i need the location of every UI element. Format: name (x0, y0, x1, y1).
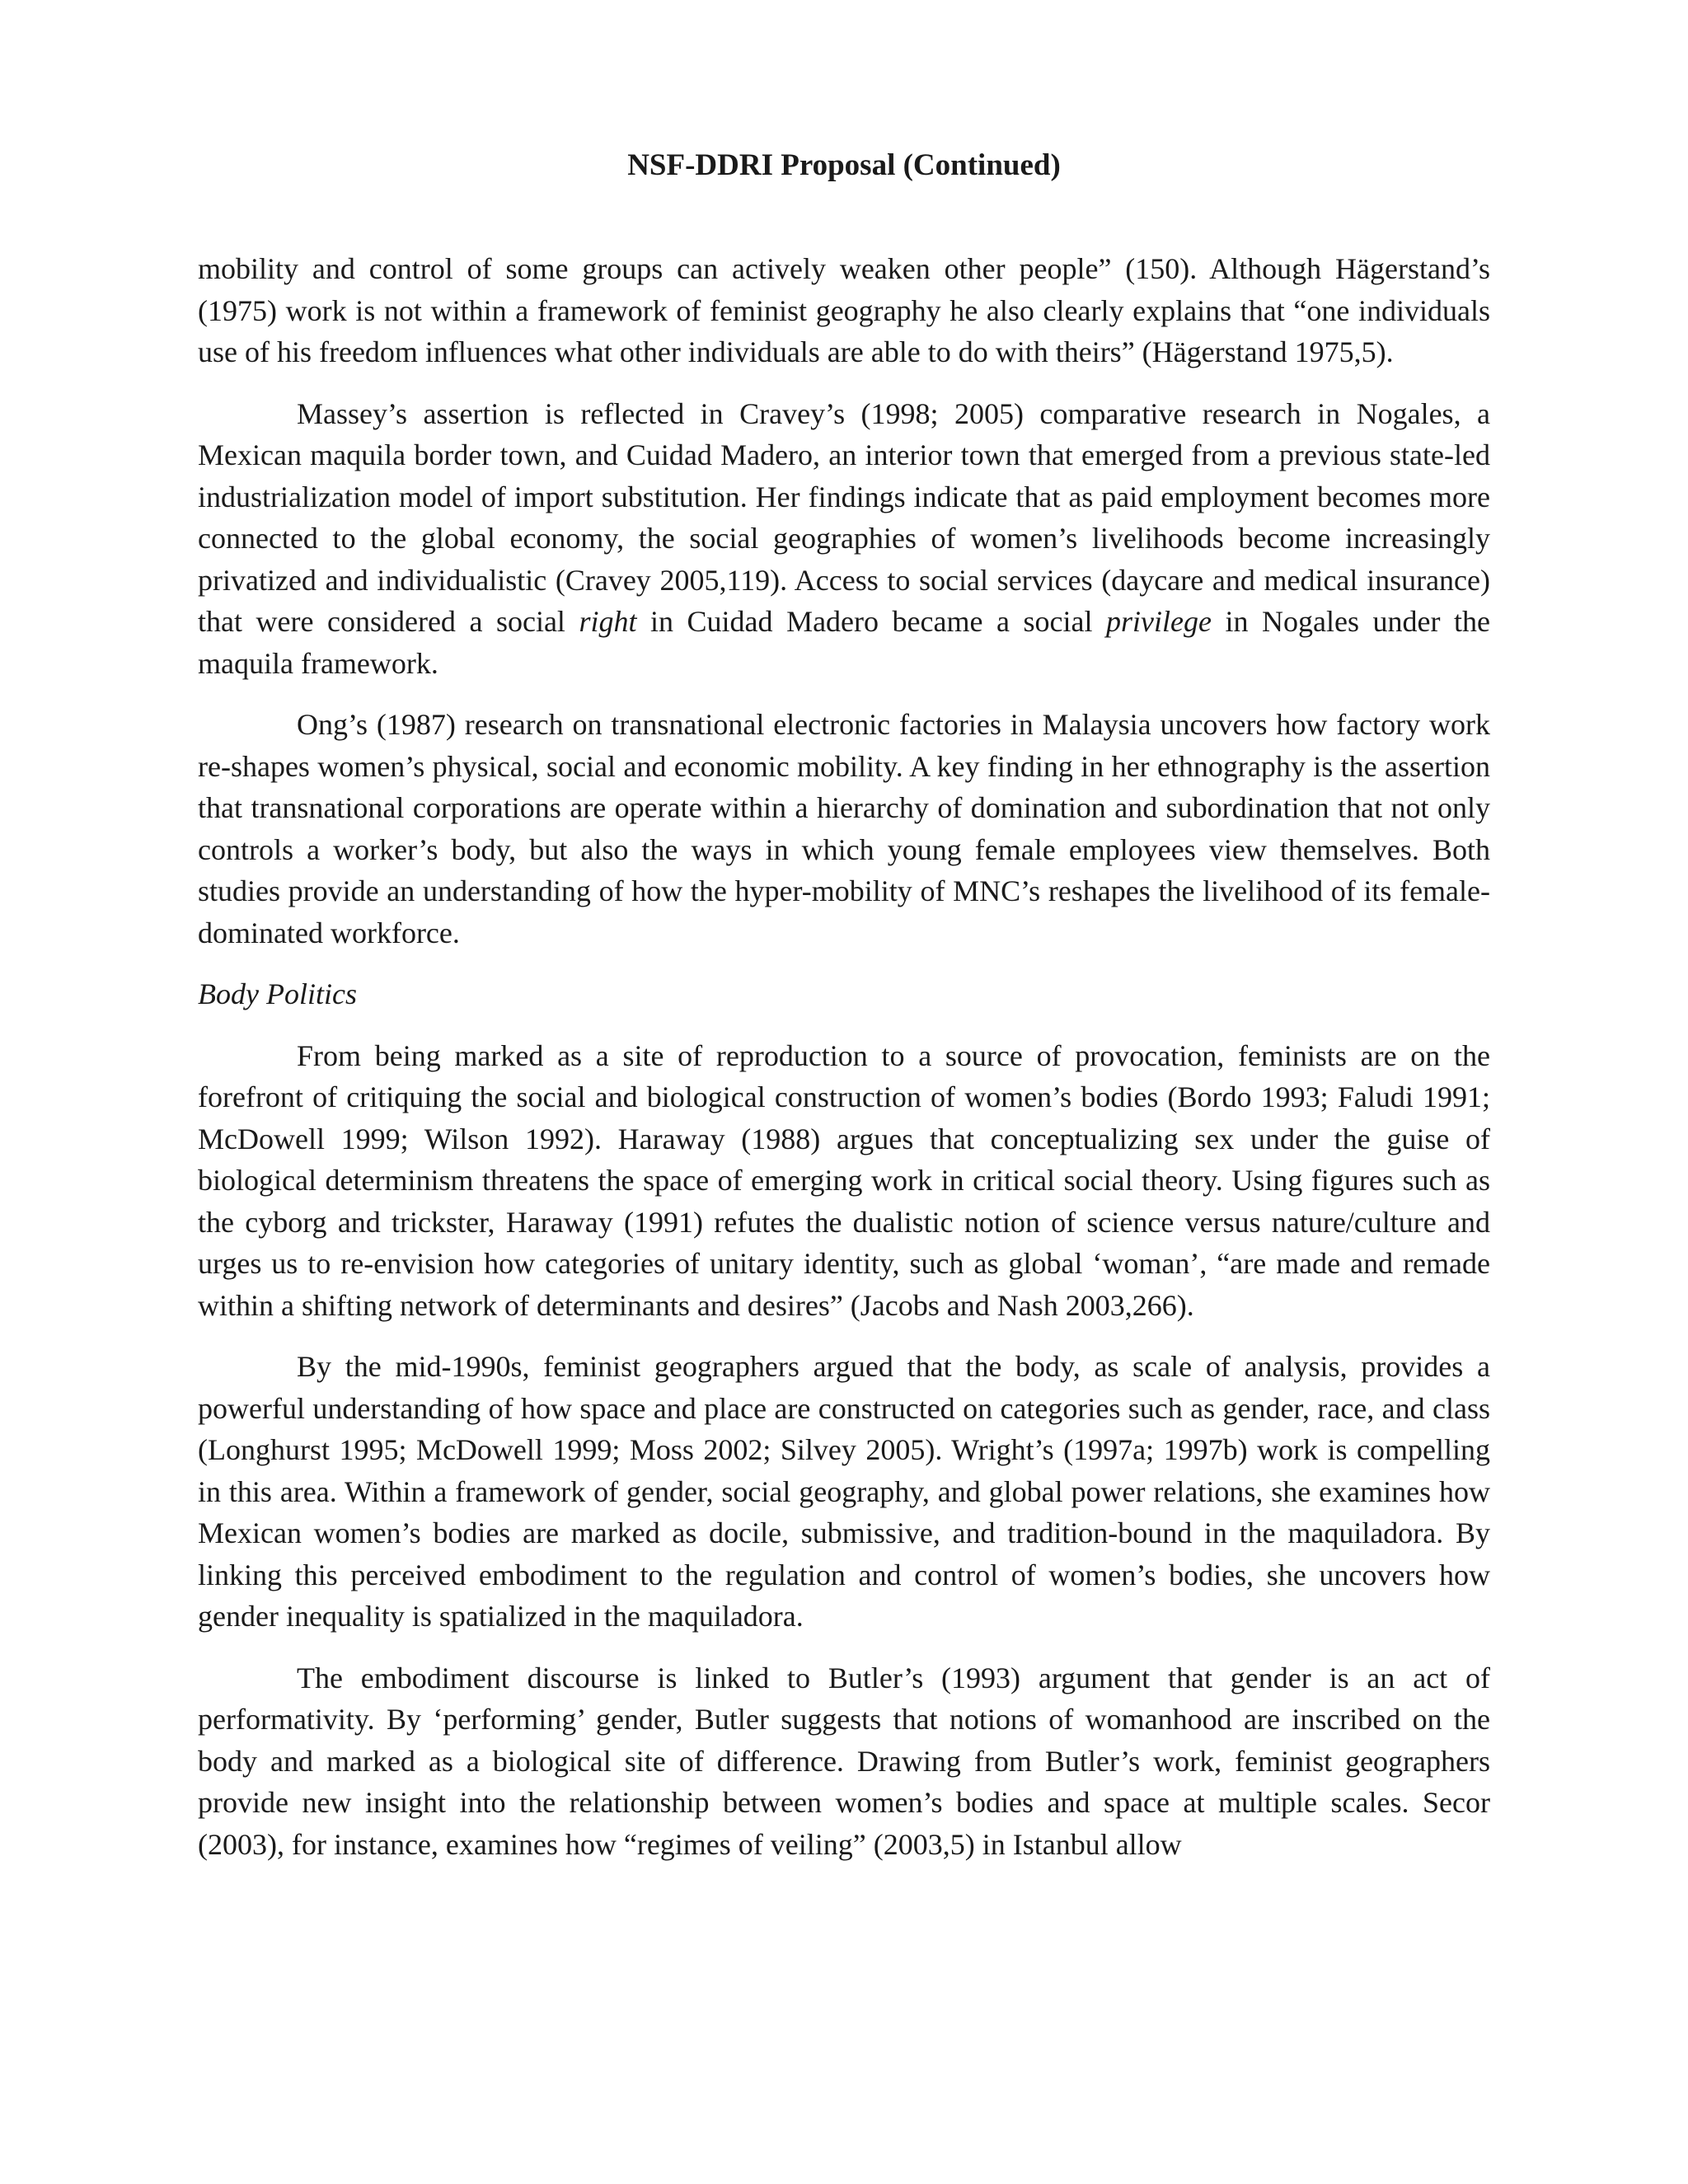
page-title: NSF-DDRI Proposal (Continued) (627, 148, 1061, 182)
paragraph-text: in Cuidad Madero became a social (636, 605, 1107, 638)
section-heading-body-politics: Body Politics (198, 977, 357, 1010)
paragraph-cravey (198, 393, 1490, 685)
paragraph-butler: The embodiment discourse is linked to Butler’s (1993) argument that gender is an act of performativity. By ‘performing’ gender, Butler suggests that notions of womanhood are inscribed on the body and marked as a biological site of difference. Drawing from Butler’s work, feminist geographers provide new insight into the relationship between women’s bodies and space at multiple scales. Secor (2003), for instance, examines how “regimes of veiling” (2003,5) in Istanbul allow (198, 1661, 1490, 1861)
paragraph-ong: Ong’s (1987) research on transnational electronic factories in Malaysia uncovers how factory work re-shapes women’s physical, social and economic mobility. A key finding in her ethnography is the assertion that transnational corporations are operate within a hierarchy of domination and subordination that not only controls a worker’s body, but also the ways in which young female employees view themselves. Both studies provide an understanding of how the hyper-mobility of MNC’s reshapes the livelihood of its female-dominated workforce. (198, 708, 1490, 949)
paragraph-text: in Nogales under the maquila framework. (198, 605, 1491, 680)
paragraph-text: Massey’s assertion is reflected in Cravey’s (1998; 2005) comparative research in Nogales, a Mexican maquila border town, and Cuidad Madero, an interior town that emerged from a previous state-led industrialization model of import substitution. Her findings indicate that as paid employment becomes more connected to the global economy, the social geographies of women’s livelihoods become increasingly privatized and individualistic (Cravey 2005,119). Access to social services (daycare and medical insurance) that were considered a social (198, 396, 1490, 638)
emphasis-right: right (579, 605, 637, 638)
emphasis-privilege: privilege (1106, 605, 1212, 638)
paragraph-continued: mobility and control of some groups can actively weaken other people” (150). Although Hägerstand’s (1975) work is not within a framework of feminist geography he also clearly explains that “one individuals use of his freedom influences what other individuals are able to do with theirs” (Hägerstand 1975,5). (198, 252, 1490, 368)
paragraph-wright: By the mid-1990s, feminist geographers argued that the body, as scale of analysis, provides a powerful understanding of how space and place are constructed on categories such as gender, race, and class (Longhurst 1995; McDowell 1999; Moss 2002; Silvey 2005). Wright’s (1997a; 1997b) work is compelling in this area. Within a framework of gender, social geography, and global power relations, she examines how Mexican women’s bodies are marked as docile, submissive, and tradition-bound in the maquiladora. By linking this perceived embodiment to the regulation and control of women’s bodies, she uncovers how gender inequality is spatialized in the maquiladora. (198, 1350, 1490, 1633)
document-body (198, 248, 1490, 1885)
paragraph-haraway: From being marked as a site of reproduction to a source of provocation, feminists are on the forefront of critiquing the social and biological construction of women’s bodies (Bordo 1993; Faludi 1991; McDowell 1999; Wilson 1992). Haraway (1988) argues that conceptualizing sex under the guise of biological determinism threatens the space of emerging work in critical social theory. Using figures such as the cyborg and trickster, Haraway (1991) refutes the dualistic notion of science versus nature/culture and urges us to re-envision how categories of unitary identity, such as global ‘woman’, “are made and remade within a shifting network of determinants and desires” (Jacobs and Nash 2003,266). (198, 1038, 1490, 1322)
